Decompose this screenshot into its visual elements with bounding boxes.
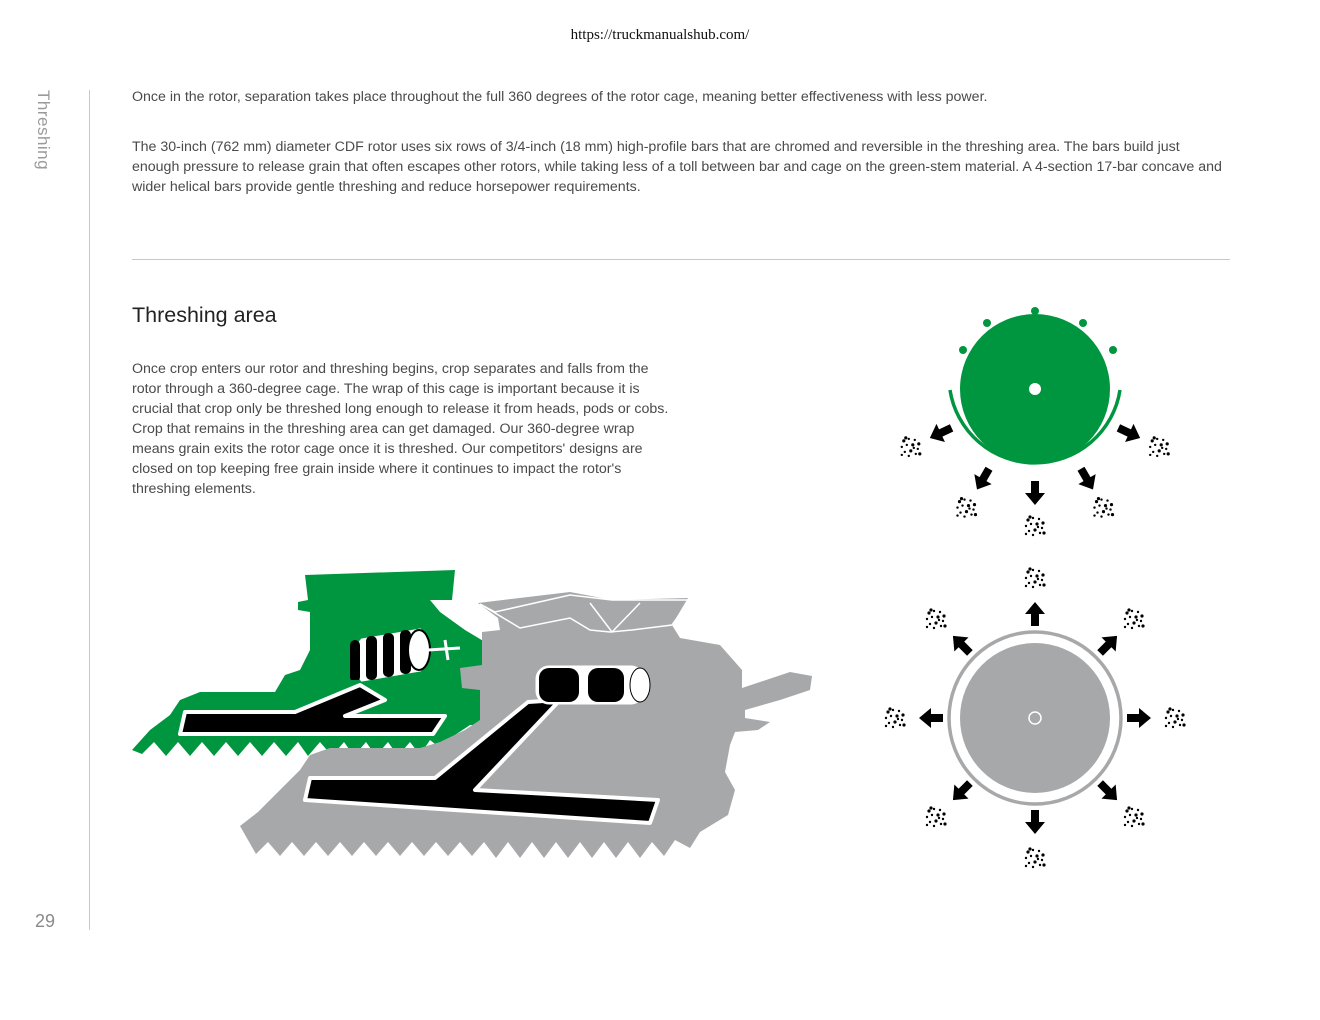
wrap-360-rotor-diagram [880, 565, 1190, 875]
grain-cluster-icon [1025, 847, 1046, 868]
rotor-hub [1029, 383, 1041, 395]
grain-cluster-icon [1124, 608, 1145, 629]
section-title: Threshing area [132, 303, 277, 327]
exit-arrow-icon [926, 419, 956, 447]
exit-arrow-icon [1025, 810, 1045, 834]
section-divider [132, 259, 1230, 260]
section-paragraph: Once crop enters our rotor and threshing begins, crop separates and falls from the rotor through a 360-degree cage. The wrap of this cage is important because it is crucial that crop only be threshed long enough to release it from heads, pods or cobs. Crop that remains in the threshing area can get damaged. Our 360-degree wrap means grain exits the rotor cage once it is threshed. Our competitors' designs are closed on top keeping free grain inside where it continues to impact the rotor's threshing elements. [132, 361, 669, 497]
rotor-paragraph: The 30-inch (762 mm) diameter CDF rotor uses six rows of 3/4-inch (18 mm) high-profile bars that are chromed and reversible in the threshing area. The bars build just enough pressure to release grain that often escapes other rotors, while taking less of a toll between bar and cage on the green-stem material. A 4-section 17-bar concave and wider helical bars provide gentle threshing and reduce horsepower requirements. [132, 139, 1222, 195]
exit-arrow-icon [946, 629, 977, 660]
grain-cluster-icon [1124, 806, 1145, 827]
section-side-label: Threshing [34, 90, 53, 171]
grain-cluster-icon [1093, 497, 1114, 518]
combine-illustration [125, 560, 825, 860]
intro-paragraph: Once in the rotor, separation takes place throughout the full 360 degrees of the rotor cage, meaning better effectiveness with less power. [132, 89, 988, 105]
grain-cluster-icon [1149, 436, 1170, 457]
grain-cluster-icon [901, 436, 922, 457]
grain-cluster-icon [926, 608, 947, 629]
grain-cluster-icon [1025, 567, 1046, 588]
exit-arrow-icon [1093, 629, 1124, 660]
grain-cluster-icon [926, 806, 947, 827]
exit-arrow-icon [1025, 602, 1045, 626]
exit-arrow-icon [1114, 419, 1144, 447]
gray-rotor-roll [537, 667, 650, 703]
exit-arrow-icon [1025, 481, 1045, 505]
exit-arrow-icon [919, 708, 943, 728]
page-number: 29 [35, 911, 56, 931]
side-divider [89, 90, 90, 930]
exit-arrow-icon [1093, 776, 1124, 807]
exit-arrow-icon [1127, 708, 1151, 728]
exit-arrow-icon [968, 464, 997, 495]
grain-cluster-icon [956, 497, 977, 518]
rotor-disc-gray [960, 643, 1110, 793]
exit-arrow-icon [946, 776, 977, 807]
source-url[interactable]: https://truckmanualshub.com/ [570, 27, 750, 43]
competitor-rotor-diagram [895, 300, 1175, 545]
exit-arrow-icon [1072, 464, 1101, 495]
grain-cluster-icon [1025, 515, 1046, 536]
grain-cluster-icon [885, 707, 906, 728]
grain-cluster-icon [1165, 707, 1186, 728]
